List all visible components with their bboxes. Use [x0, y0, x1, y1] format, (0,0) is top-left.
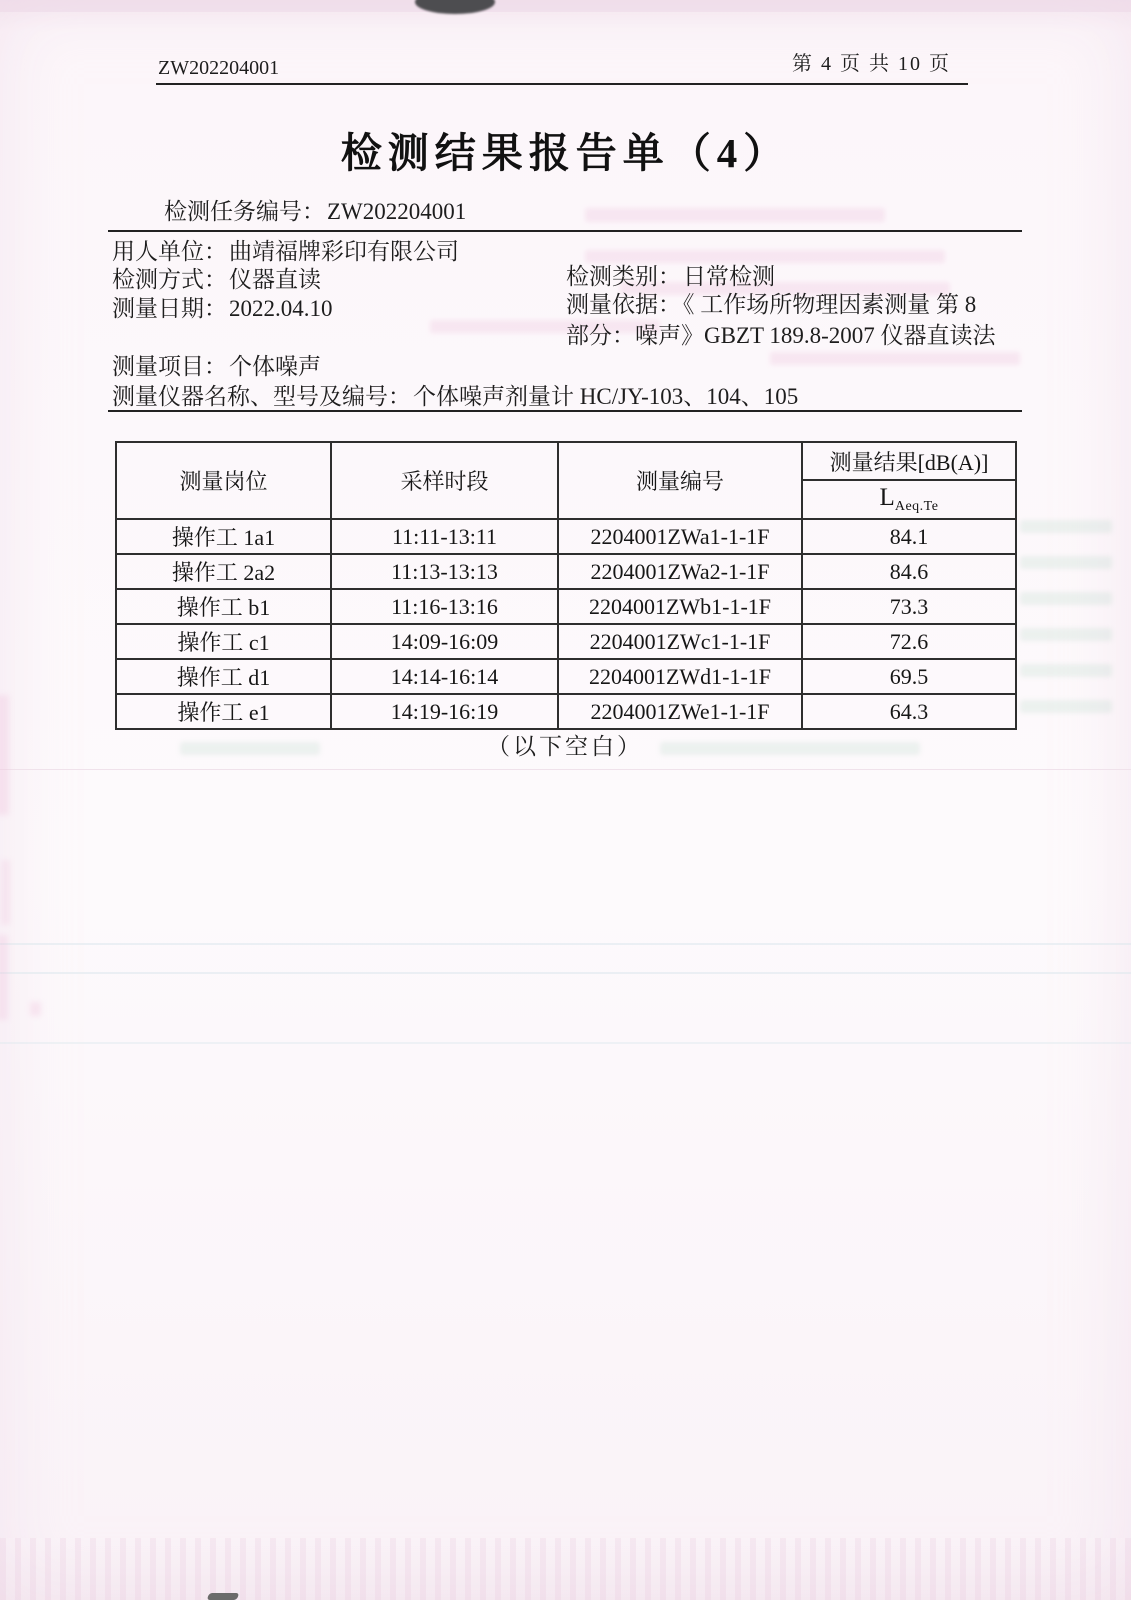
- header-rule: [156, 83, 968, 85]
- page-title: 检测结果报告单（4）: [340, 130, 791, 176]
- cell-position: 操作工 d1: [116, 659, 331, 694]
- bleedthrough-artifact: [1, 860, 10, 925]
- bleedthrough-artifact: [585, 208, 885, 222]
- column-header-sample-no: 测量编号: [558, 442, 802, 519]
- cell-result: 69.5: [802, 659, 1016, 694]
- scan-fold-line: [0, 1042, 1131, 1044]
- scan-fold-line: [0, 972, 1131, 974]
- basis-label: 测量依据：: [566, 292, 681, 317]
- method-value: 仪器直读: [229, 267, 321, 292]
- category-line: [566, 264, 775, 290]
- table-header-row: [116, 442, 1016, 480]
- column-header-time: 采样时段: [331, 442, 558, 519]
- table-row: [116, 589, 1016, 624]
- employer-label: 用人单位：: [112, 239, 227, 264]
- method-label: 检测方式：: [112, 267, 227, 292]
- cell-time: 14:14-16:14: [331, 659, 558, 694]
- cell-time: 11:11-13:11: [331, 519, 558, 554]
- cell-result: 73.3: [802, 589, 1016, 624]
- bleedthrough-artifact: [1020, 628, 1112, 641]
- below-blank-note: （以下空白）: [487, 734, 643, 759]
- category-label: 检测类别：: [566, 264, 681, 289]
- bleedthrough-artifact: [0, 935, 8, 1020]
- basis-value-1: 《 工作场所物理因素测量 第 8: [683, 292, 977, 317]
- basis-line-2: [566, 323, 996, 349]
- scan-edge-texture: [0, 1538, 1131, 1600]
- cell-position: 操作工 c1: [116, 624, 331, 659]
- table-row: [116, 624, 1016, 659]
- cell-sample-no: 2204001ZWa1-1-1F: [558, 519, 802, 554]
- basis-line-1: [566, 292, 976, 318]
- laeq-symbol: L: [879, 484, 895, 511]
- laeq-subscript: Aeq.Te: [894, 499, 939, 514]
- scan-fold-line: [0, 769, 1131, 770]
- bleedthrough-artifact: [1020, 592, 1112, 605]
- method-line: [112, 267, 321, 293]
- header-doc-number: ZW202204001: [158, 57, 280, 79]
- date-line: [112, 296, 333, 322]
- bleedthrough-artifact: [1020, 520, 1112, 533]
- table-row: [116, 519, 1016, 554]
- column-subheader-laeq: [802, 480, 1016, 519]
- cell-sample-no: 2204001ZWa2-1-1F: [558, 554, 802, 589]
- cell-sample-no: 2204001ZWe1-1-1F: [558, 694, 802, 729]
- task-number-label: 检测任务编号：: [164, 199, 325, 224]
- task-number-line: [164, 199, 466, 225]
- cell-time: 14:19-16:19: [331, 694, 558, 729]
- date-label: 测量日期：: [112, 296, 227, 321]
- cell-position: 操作工 e1: [116, 694, 331, 729]
- instrument-value: 个体噪声剂量计 HC/JY-103、104、105: [413, 384, 799, 409]
- section-divider: [108, 410, 1022, 412]
- item-label: 测量项目：: [112, 354, 227, 379]
- cell-time: 14:09-16:09: [331, 624, 558, 659]
- cell-position: 操作工 2a2: [116, 554, 331, 589]
- category-value: 日常检测: [683, 264, 775, 289]
- bleedthrough-artifact: [770, 352, 1020, 365]
- cell-time: 11:16-13:16: [331, 589, 558, 624]
- item-value: 个体噪声: [229, 354, 321, 379]
- date-value: 2022.04.10: [229, 296, 333, 321]
- column-header-result: 测量结果[dB(A)]: [802, 442, 1016, 480]
- cell-result: 64.3: [802, 694, 1016, 729]
- table-row: [116, 694, 1016, 729]
- bleedthrough-artifact: [1020, 664, 1112, 677]
- section-divider: [108, 230, 1022, 232]
- cell-sample-no: 2204001ZWb1-1-1F: [558, 589, 802, 624]
- header-page-indicator: 第 4 页 共 10 页: [792, 53, 951, 75]
- instrument-line: [112, 384, 798, 410]
- results-table: [115, 441, 1017, 730]
- bleedthrough-artifact: [585, 250, 945, 263]
- scan-bottom-mark: [207, 1593, 240, 1600]
- table-row: [116, 554, 1016, 589]
- basis-value-2: 部分：噪声》GBZT 189.8-2007 仪器直读法: [566, 323, 996, 348]
- scan-crescent-mark: [415, 0, 495, 14]
- cell-sample-no: 2204001ZWc1-1-1F: [558, 624, 802, 659]
- bleedthrough-artifact: [30, 1002, 41, 1016]
- cell-time: 11:13-13:13: [331, 554, 558, 589]
- bleedthrough-artifact: [1020, 700, 1112, 713]
- instrument-label: 测量仪器名称、型号及编号：: [112, 384, 411, 409]
- bleedthrough-artifact: [1020, 556, 1112, 569]
- cell-result: 84.1: [802, 519, 1016, 554]
- item-line: [112, 354, 321, 380]
- employer-value: 曲靖福牌彩印有限公司: [229, 239, 459, 264]
- scan-fold-line: [0, 943, 1131, 945]
- cell-position: 操作工 b1: [116, 589, 331, 624]
- employer-line: [112, 239, 459, 265]
- cell-sample-no: 2204001ZWd1-1-1F: [558, 659, 802, 694]
- column-header-position: 测量岗位: [116, 442, 331, 519]
- scan-edge-tint: [0, 0, 1131, 12]
- bleedthrough-artifact: [0, 695, 9, 815]
- cell-result: 84.6: [802, 554, 1016, 589]
- task-number-value: ZW202204001: [327, 199, 467, 224]
- table-row: [116, 659, 1016, 694]
- cell-position: 操作工 1a1: [116, 519, 331, 554]
- cell-result: 72.6: [802, 624, 1016, 659]
